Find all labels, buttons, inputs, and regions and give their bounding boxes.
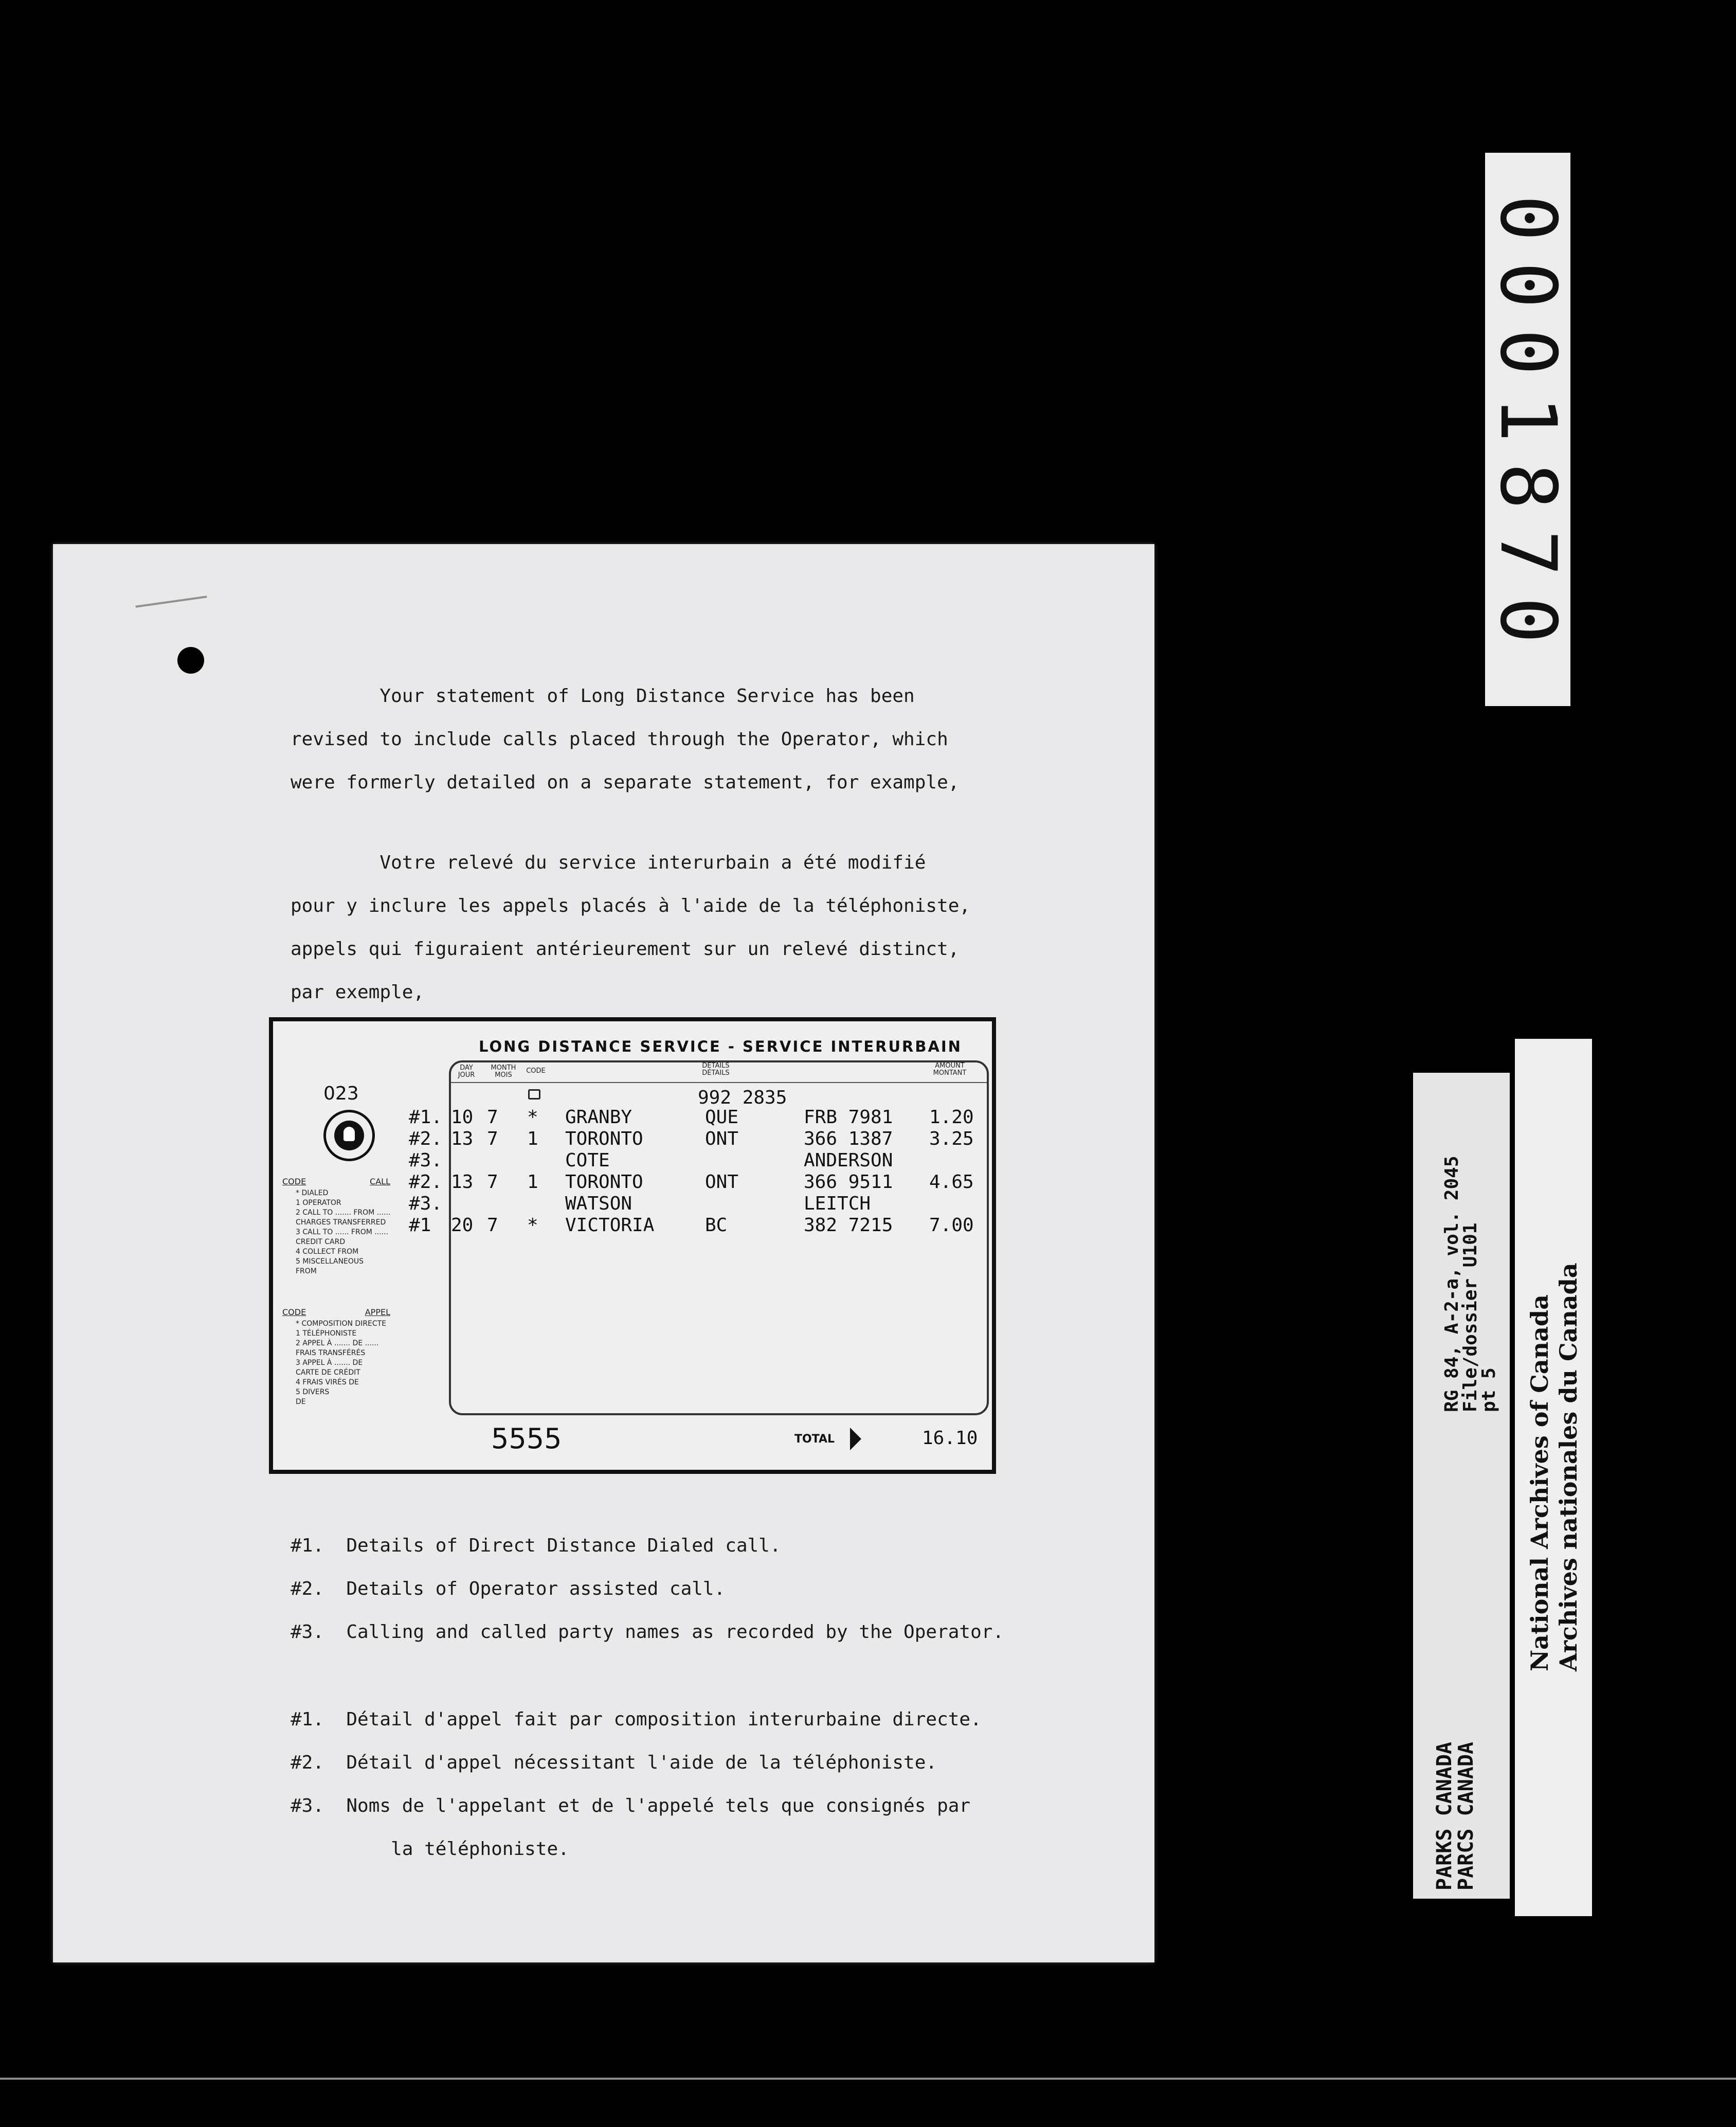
- row-amount: 7.00: [929, 1215, 974, 1236]
- microfilm-frame-number: [1485, 153, 1570, 706]
- legend-item: 1 OPERATOR: [296, 1199, 341, 1207]
- file-reference: RG 84, A-2-a, vol. 2045 File/dossier U101 pt 5: [1441, 1156, 1499, 1412]
- header-month: MONTH MOIS: [491, 1064, 516, 1079]
- legend-item: 4 COLLECT FROM: [296, 1248, 359, 1256]
- row-place: TORONTO: [565, 1128, 643, 1149]
- row-place: COTE: [565, 1150, 610, 1171]
- row-prov: ONT: [705, 1128, 739, 1149]
- row-code: 1: [527, 1171, 538, 1193]
- header-day: DAY JOUR: [458, 1064, 475, 1079]
- parks-canada-label: PARKS CANADA PARCS CANADA: [1433, 1742, 1478, 1890]
- legend-item: * COMPOSITION DIRECTE: [296, 1320, 387, 1328]
- legend-item: DE: [296, 1398, 306, 1406]
- row-number: FRB 7981: [804, 1107, 893, 1128]
- statement-row: [409, 1193, 991, 1215]
- legend-item: FRAIS TRANSFÉRÉS: [296, 1349, 366, 1357]
- row-place: VICTORIA: [565, 1215, 655, 1236]
- row-prov: BC: [705, 1215, 728, 1236]
- legend-item: 4 FRAIS VIRÉS DE: [296, 1378, 359, 1386]
- pen-smudge: [135, 596, 207, 607]
- bell-logo-icon: [323, 1110, 375, 1161]
- row-prov: QUE: [705, 1107, 739, 1128]
- parks-canada-tag: [1413, 1073, 1510, 1899]
- row-place: GRANBY: [565, 1107, 632, 1128]
- legend-item: * DIALED: [296, 1189, 329, 1197]
- row-amount: 4.65: [929, 1171, 974, 1193]
- row-prov: ONT: [705, 1171, 739, 1193]
- square-code-icon: [528, 1089, 540, 1099]
- legend-item: FROM: [296, 1267, 317, 1275]
- row-marker: #2.: [409, 1171, 443, 1193]
- legend-item: CREDIT CARD: [296, 1238, 346, 1246]
- row-marker: #3.: [409, 1193, 443, 1214]
- legend-item: 5 DIVERS: [296, 1388, 330, 1396]
- row-day: 20: [451, 1215, 474, 1236]
- row-code: 1: [527, 1128, 538, 1149]
- note-line: #1. Détail d'appel fait par composition interurbaine directe.: [291, 1709, 982, 1730]
- legend-item: 2 APPEL À ....... DE ......: [296, 1339, 379, 1347]
- note-line: #3. Noms de l'appelant et de l'appelé tels que consignés par: [291, 1795, 971, 1816]
- statement-row: [409, 1150, 991, 1171]
- row-number: LEITCH: [804, 1193, 871, 1214]
- row-month: 7: [487, 1107, 498, 1128]
- legend-header: CODE CALL: [282, 1177, 390, 1186]
- national-archives-tag: [1515, 1039, 1592, 1916]
- header-amount: AMOUNT MONTANT: [933, 1062, 967, 1077]
- row-month: 7: [487, 1171, 498, 1193]
- row-month: 7: [487, 1128, 498, 1149]
- row-day: 13: [451, 1128, 474, 1149]
- legend-item: CHARGES TRANSFERRED: [296, 1218, 386, 1227]
- total-arrow-icon: [850, 1428, 861, 1450]
- legend-item: 3 CALL TO ...... FROM ......: [296, 1228, 388, 1236]
- code-legend-french: [282, 1307, 437, 1407]
- row-place: TORONTO: [565, 1171, 643, 1193]
- intro-line: appels qui figuraient antérieurement sur un relevé distinct,: [291, 939, 960, 960]
- statement-row: [409, 1128, 991, 1150]
- row-marker: #1.: [409, 1107, 443, 1128]
- statement-row: [409, 1107, 991, 1128]
- row-day: 10: [451, 1107, 474, 1128]
- punch-hole: [177, 647, 204, 674]
- total-label: TOTAL: [794, 1433, 835, 1446]
- french-notes: [291, 1698, 1103, 1871]
- film-edge-line: [0, 2078, 1736, 2080]
- row-number: 366 1387: [804, 1128, 893, 1149]
- intro-line: par exemple,: [291, 982, 425, 1003]
- english-intro-paragraph: [291, 675, 1103, 804]
- intro-line: Your statement of Long Distance Service has been: [291, 686, 915, 707]
- document-page: [53, 544, 1154, 1962]
- sample-statement: [269, 1017, 996, 1474]
- row-marker: #2.: [409, 1128, 443, 1149]
- row-number: ANDERSON: [804, 1150, 893, 1171]
- row-place: WATSON: [565, 1193, 632, 1214]
- note-line: #2. Details of Operator assisted call.: [291, 1578, 726, 1599]
- intro-line: pour y inclure les appels placés à l'aide de la téléphoniste,: [291, 895, 971, 916]
- legend-item: 3 APPEL À ....... DE: [296, 1359, 363, 1367]
- english-notes: [291, 1524, 1103, 1654]
- frame-number-text: 0001870: [1483, 194, 1572, 664]
- intro-line: revised to include calls placed through the Operator, which: [291, 729, 948, 750]
- statement-row: [409, 1215, 991, 1236]
- row-amount: 1.20: [929, 1107, 974, 1128]
- row-number: 366 9511: [804, 1171, 893, 1193]
- row-code: *: [527, 1107, 538, 1128]
- national-archives-label: National Archives of Canada Archives nationales du Canada: [1526, 1263, 1582, 1671]
- row-day: 13: [451, 1171, 474, 1193]
- header-rule: [451, 1082, 987, 1083]
- legend-item: 1 TÉLÉPHONISTE: [296, 1329, 357, 1338]
- statement-detail-frame: [409, 1060, 989, 1415]
- row-code: *: [527, 1215, 538, 1236]
- row-marker: #3.: [409, 1150, 443, 1171]
- row-number: 382 7215: [804, 1215, 893, 1236]
- total-code: 5555: [491, 1422, 562, 1455]
- row-month: 7: [487, 1215, 498, 1236]
- statement-row: [409, 1171, 991, 1193]
- row-marker: #1: [409, 1215, 431, 1236]
- note-line: #1. Details of Direct Distance Dialed call.: [291, 1535, 781, 1556]
- note-line: #3. Calling and called party names as recorded by the Operator.: [291, 1621, 1004, 1643]
- french-intro-paragraph: [291, 841, 1103, 1014]
- row-amount: 3.25: [929, 1128, 974, 1149]
- header-details: DETAILS DÉTAILS: [702, 1062, 730, 1077]
- header-code: CODE: [526, 1067, 546, 1075]
- office-code: 023: [323, 1083, 359, 1104]
- intro-line: were formerly detailed on a separate statement, for example,: [291, 772, 960, 793]
- note-line: #2. Détail d'appel nécessitant l'aide de la téléphoniste.: [291, 1752, 937, 1773]
- legend-header: CODE APPEL: [282, 1307, 390, 1317]
- total-amount: 16.10: [922, 1428, 978, 1449]
- note-line: la téléphoniste.: [291, 1838, 569, 1860]
- legend-item: CARTE DE CRÉDIT: [296, 1368, 360, 1377]
- account-number: 992 2835: [698, 1087, 787, 1108]
- legend-item: 5 MISCELLANEOUS: [296, 1257, 364, 1266]
- statement-title: LONG DISTANCE SERVICE - SERVICE INTERURBAIN: [479, 1038, 962, 1055]
- intro-line: Votre relevé du service interurbain a été modifié: [291, 852, 926, 873]
- legend-item: 2 CALL TO ....... FROM ......: [296, 1209, 391, 1217]
